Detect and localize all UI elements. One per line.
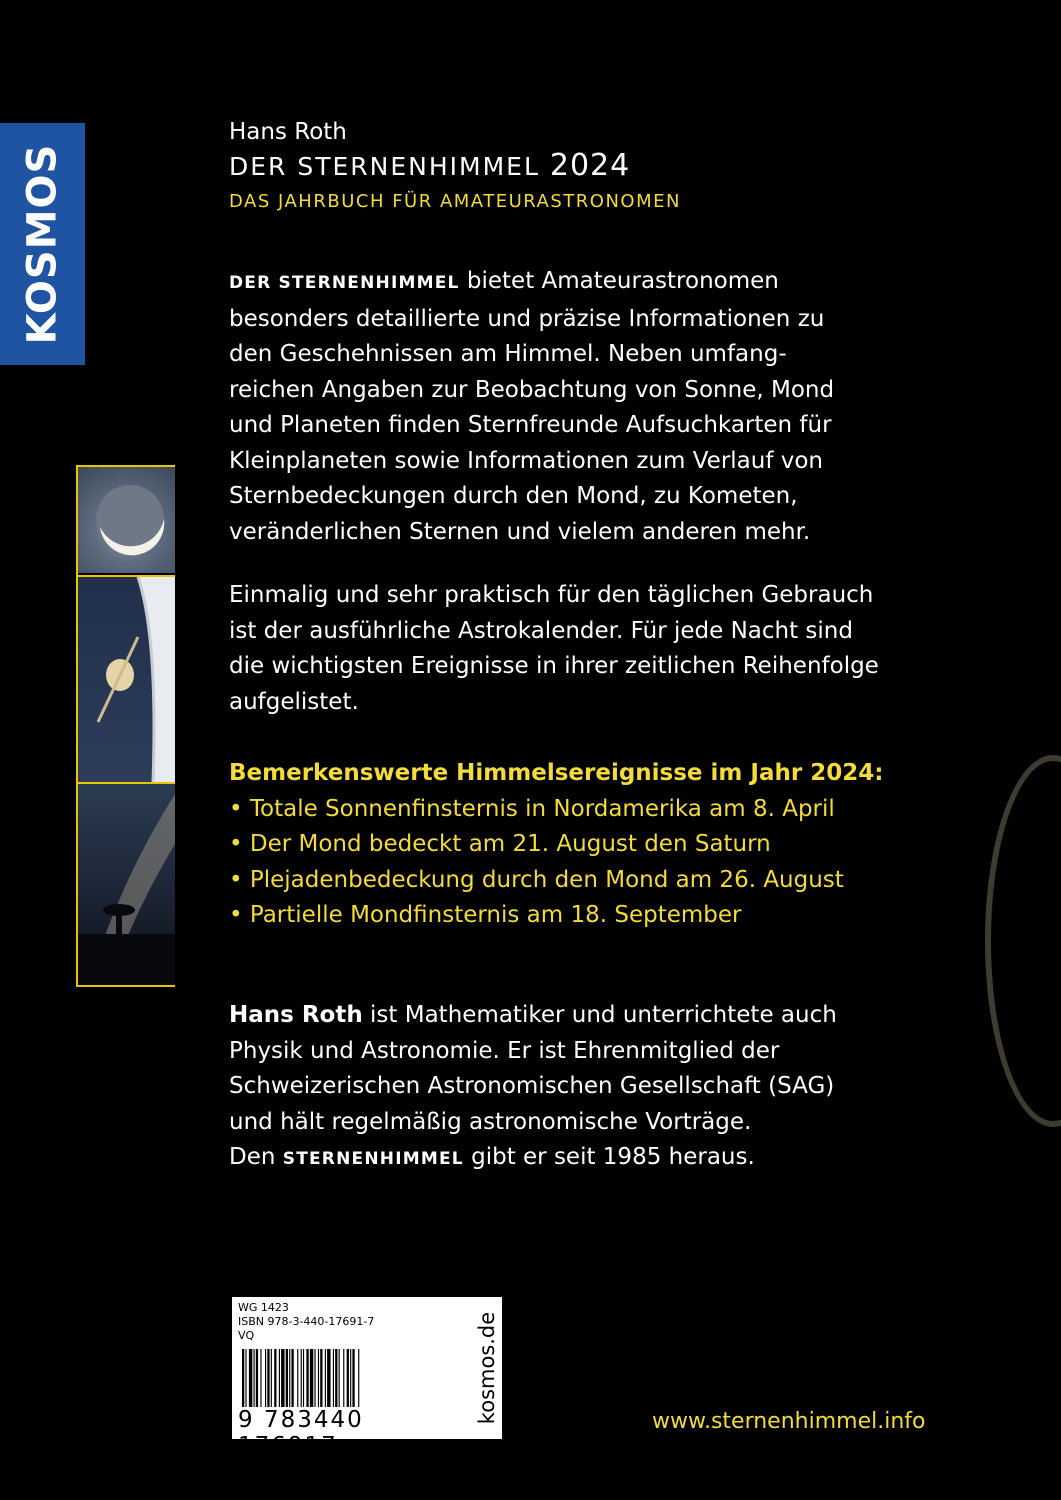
bio-author-name: Hans Roth [229,1002,363,1028]
milky-way-photo [78,782,175,987]
barcode-bar [333,1349,334,1407]
barcode-bar [314,1349,315,1407]
author-bio [229,998,837,1178]
barcode-bar [347,1349,349,1407]
website-link[interactable]: www.sternenhimmel.info [652,1409,926,1434]
bio-line: Physik und Astronomie. Er ist Ehrenmitglied der [229,1037,780,1064]
barcode-bar [245,1349,246,1407]
barcode-bar [281,1349,284,1407]
barcode-bar [306,1349,308,1407]
book-title [229,150,929,183]
kosmos-de-text: kosmos.de [475,1311,499,1425]
barcode-info [238,1301,374,1343]
barcode-bar [260,1349,261,1407]
calendar-line: Einmalig und sehr praktisch für den täglichen Gebrauch [229,582,874,608]
barcode-bar [327,1349,330,1407]
moon-crescent-photo [78,467,175,573]
author-name: Hans Roth [229,119,347,145]
barcode-bar [265,1349,266,1407]
barcode-bar [286,1349,288,1407]
barcode-bar [291,1349,293,1407]
barcode-bar [249,1349,252,1407]
book-year: 2024 [549,148,631,183]
bio-line: ist Mathematiker und unterrichtete auch [362,1002,837,1028]
bio-line: gibt er seit 1985 heraus. [463,1144,755,1170]
intro-line: und Planeten finden Sternfreunde Aufsuchkarten für [229,412,832,438]
barcode-bar [303,1349,304,1407]
barcode-bar [256,1349,258,1407]
intro-line: besonders detaillierte und präzise Informationen zu [229,305,825,332]
intro-line: veränderlichen Sternen und vielem anderen mehr. [229,518,811,545]
barcode-bar [274,1349,276,1407]
publisher-logo-tab [0,123,85,365]
saturn-occultation-photo [78,575,175,782]
barcode-bar [310,1349,313,1407]
bio-line: und hält regelmäßig astronomische Vorträge. [229,1108,752,1135]
book-title-text: DER STERNENHIMMEL [229,152,540,181]
book-subtitle: DAS JAHRBUCH FÜR AMATEURASTRONOMEN [229,191,681,212]
barcode-bar [271,1349,272,1407]
barcode-bars [242,1349,464,1407]
intro-line: den Geschehnissen am Himmel. Neben umfang- [229,341,787,367]
barcode-bar [279,1349,280,1407]
barcode-bar [358,1349,359,1407]
calendar-line: die wichtigsten Ereignisse in ihrer zeitlichen Reihenfolge [229,653,879,679]
kosmos-de-label [472,1297,502,1439]
intro-lead: DER STERNENHIMMEL [229,273,460,293]
saturn-edge-decoration [985,755,1061,1127]
barcode-bar [339,1349,340,1407]
bio-title-caps: STERNENHIMMEL [282,1149,464,1169]
barcode-bar [343,1349,344,1407]
intro-line: bietet Amateurastronomen [459,268,779,294]
barcode-bar [352,1349,354,1407]
barcode-digits: 9 783440 176917 [238,1407,364,1459]
calendar-line: aufgelistet. [229,688,359,715]
barcode-box [232,1297,472,1459]
barcode-bar [318,1349,319,1407]
bio-line: Schweizerischen Astronomischen Gesellschaft (SAG) [229,1073,835,1099]
main-text [229,118,929,1170]
photo-strip [76,465,175,987]
event-item: • Totale Sonnenfinsternis in Nordamerika am 8. April [229,795,835,822]
bio-line: Den [229,1144,283,1170]
barcode-bar [242,1349,244,1407]
events-heading: Bemerkenswerte Himmelsereignisse im Jahr 2024: [229,760,884,786]
barcode-bar [301,1349,302,1407]
vq-code: VQ [238,1329,255,1342]
events-list [229,756,883,934]
event-item: • Plejadenbedeckung durch den Mond am 26. August [229,866,844,893]
publisher-logo-text: KOSMOS [19,143,66,345]
event-item: • Der Mond bedeckt am 21. August den Saturn [229,831,771,857]
barcode-bar [335,1349,337,1407]
barcode-bar [289,1349,290,1407]
barcode-bar [267,1349,269,1407]
intro-line: reichen Angaben zur Beobachtung von Sonne, Mond [229,376,835,403]
wg-code: WG 1423 [238,1301,289,1314]
barcode-bar [350,1349,351,1407]
event-item: • Partielle Mondfinsternis am 18. September [229,902,742,928]
intro-line: Sternbedeckungen durch den Mond, zu Kometen, [229,483,798,509]
barcode-bar [254,1349,255,1407]
calendar-paragraph [229,578,879,720]
barcode-bar [297,1349,298,1407]
intro-paragraph [229,264,834,550]
barcode-bar [325,1349,326,1407]
isbn-text: ISBN 978-3-440-17691-7 [238,1315,375,1328]
barcode-bar [320,1349,322,1407]
calendar-line: ist der ausführliche Astrokalender. Für jede Nacht sind [229,617,853,644]
intro-line: Kleinplaneten sowie Informationen zum Verlauf von [229,447,824,474]
